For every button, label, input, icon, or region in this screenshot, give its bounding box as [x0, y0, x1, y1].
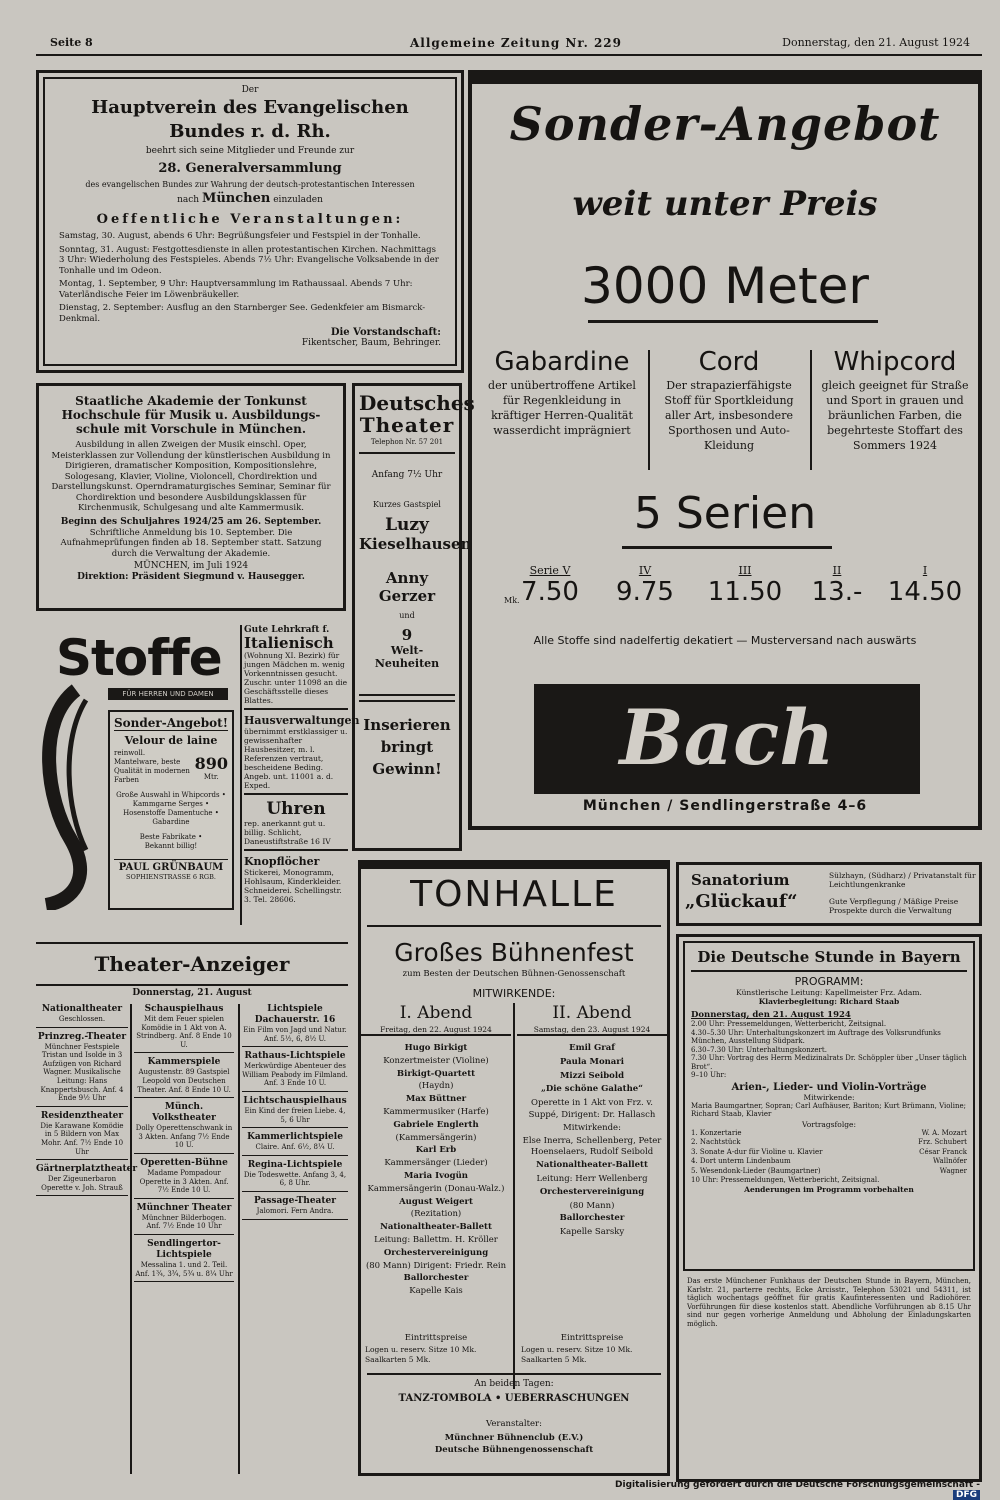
tonhalle-veranstalter-name: Deutsche Bühnengenossenschaft [434, 1445, 594, 1455]
performer-line: Maria Ivogün [404, 1170, 468, 1181]
program-composer: César Franck [919, 1147, 967, 1156]
performer-line: (80 Mann) [569, 1200, 615, 1211]
theater-gastspiel: Kurzes Gastspiel [373, 500, 441, 509]
newspaper-name: Allgemeine Zeitung Nr. 229 [410, 36, 622, 50]
stoffe-desc: reinwoll. Mantelware, beste Qualität in modernen Farben [114, 749, 190, 784]
header-rule [36, 54, 982, 56]
eintritt-prices [365, 1345, 511, 1365]
theater-name: Kammerlichtspiele [247, 1132, 343, 1143]
event-item: Sonntag, 31. August: Festgottesdienste in allen protestantischen Kirchen. Nachmittags 3 Uhr: Wiederholung des Festspieles. Abends 7½ Uhr: Evangelische Volksabende in der Tonhalle und im Odeon. [59, 244, 439, 276]
theater-anzeiger-title: Theater-Anzeiger [94, 952, 290, 976]
eintritt-heading: Eintrittspreise [404, 1333, 468, 1343]
tonhalle-beiden: An beiden Tagen: [474, 1379, 554, 1389]
theater-listing [134, 1102, 234, 1154]
akademie-body: Ausbildung in allen Zweigen der Musik einschl. Oper, Meisterklassen zur Vollendung der künstlerischen Ausbildung in Dirigieren, dramatischer Komposition, Kompositionslehre, Sologesang, Klavier, Violine, Violoncell, Chordirektion und Darstellungskunst. Operndramaturgisches Seminar, Seminar für Chordirektion und besondere Ausbildungsklassen für Kirchenmusik, Schulgesang und alte Kammermusik. [51, 440, 331, 513]
small-ad-title: Knopflöcher [244, 855, 320, 868]
theater-name: Prinzreg.-Theater [37, 1031, 127, 1042]
performer-line: Kammermusiker (Harfe) [383, 1106, 489, 1117]
small-ad-text: übernimmt erstklassiger u. gewissenhafter Hausbesitzer, m. l. Referenzen vertraut, bescheidene Beding. Angeb. unt. 11001 a. d. Exped. [244, 727, 348, 790]
schedule-item: 4.30–5.30 Uhr: Unterhaltungskonzert im Auftrage des Volksrundfunks München, Ausstellung Südpark. [691, 1028, 941, 1045]
theater-anfang: Anfang 7½ Uhr [371, 470, 443, 480]
theater-welt: Welt-Neuheiten [374, 644, 440, 670]
program-composer: Frz. Schubert [918, 1138, 967, 1146]
theater-und: und [399, 611, 415, 620]
theater-listing [242, 1096, 348, 1128]
ad-heading: Oeffentliche Veranstaltungen: [96, 212, 404, 227]
stunde-leitung: Klavierbegleitung: Richard Staab [758, 997, 900, 1006]
program-row [691, 1148, 967, 1158]
top-bar [361, 863, 667, 869]
theater-anzeiger-date: Donnerstag, 21. August [132, 988, 252, 998]
tonhalle-fest: Großes Bühnenfest [394, 938, 634, 967]
abend-program-left [361, 1043, 511, 1299]
price-series [510, 564, 590, 607]
theater-name: Operetten-Bühne [140, 1157, 228, 1168]
sonder-subtitle: weit unter Preis [572, 184, 878, 224]
stunde-arien: Arien-, Lieder- und Violin-Vorträge [731, 1081, 927, 1093]
small-ads-column [244, 625, 360, 925]
schedule-item: 6.30–7.30 Uhr: Unterhaltungskonzert. [691, 1045, 827, 1054]
stunde-mitwirkende: Mitwirkende: [803, 1092, 855, 1102]
theater-info: Augustenstr. 89 Gastspiel Leopold von Deutschen Theater. Anf. 8 Ende 10 U. [137, 1068, 231, 1094]
price-series [882, 564, 968, 607]
sanatorium-info: Gute Verpflegung / Mäßige Preise Prospekte durch die Verwaltung [829, 897, 959, 915]
performer-line: Max Büttner [405, 1094, 467, 1105]
program-row [691, 1167, 967, 1177]
small-ad-headline: Italienisch [244, 634, 334, 652]
serien-title: 5 Serien [633, 488, 817, 539]
small-ad [244, 799, 348, 851]
theater-listing [36, 1111, 128, 1160]
column-rule [130, 1004, 132, 1474]
ad-akademie [36, 383, 346, 611]
fabric-column [482, 346, 642, 438]
schedule-item: 7.30 Uhr: Vortrag des Herrn Medizinalrats Dr. Schöppler über „Unser täglich Brot“. [691, 1054, 967, 1071]
fabric-text: der unübertroffene Artikel für Regenkleidung in kräftiger Herren-Qualität wasserdicht imprägniert [488, 379, 636, 437]
series-label: I [922, 564, 928, 577]
small-ad [244, 855, 348, 904]
eintritt-prices [521, 1345, 667, 1365]
series-price: 14.50 [887, 577, 963, 607]
series-price: 11.50 [707, 577, 783, 607]
ad-text: einzuladen [273, 195, 323, 205]
fabric-column [816, 346, 974, 453]
ad-deutsches-theater [352, 383, 475, 851]
program-piece: 5. Wesendonk-Lieder (Baumgartner) [691, 1166, 821, 1175]
performer-line: Kapelle Sarsky [559, 1227, 625, 1238]
theater-info: Die Karawane Komödie in 5 Bildern von Max Mohr. Anf. 7½ Ende 10 Uhr [40, 1121, 124, 1156]
theater-name: Schauspielhaus [144, 1004, 224, 1014]
performer-line: (Rezitation) [410, 1209, 462, 1220]
theater-column [134, 1004, 234, 1474]
performer-line: (Kammersängerin) [395, 1132, 477, 1143]
sanatorium-info: Sülzhayn, (Südharz) / Privatanstalt für Leichtlungenkranke [829, 871, 976, 889]
price-row [490, 564, 968, 624]
performer-line: Paula Monari [559, 1056, 625, 1067]
theater-name: Gärtnerplatztheater [36, 1164, 138, 1175]
stunde-title: Die Deutsche Stunde in Bayern [697, 948, 961, 966]
divider [359, 700, 455, 702]
theater-name: Rathaus-Lichtspiele [244, 1051, 346, 1062]
tonhalle-veranstalter-name: Münchner Bühnenclub (E.V.) [444, 1433, 584, 1443]
theater-listing [242, 1160, 348, 1192]
ad-title: Hauptverein des Evangelischen Bundes r. d. Rh. [91, 97, 409, 142]
akademie-place: MÜNCHEN, im Juli 1924 [133, 561, 249, 571]
theater-listing [36, 1164, 138, 1196]
price-series [700, 564, 790, 607]
theater-listing [134, 1057, 234, 1098]
ad-signature: Die Vorstandschaft: [330, 327, 441, 338]
performer-name: Anny Gerzer [378, 569, 436, 605]
ad-generalversammlung: 28. Generalversammlung [158, 161, 342, 176]
akademie-title: schule mit Vorschule in München. [75, 422, 307, 436]
performer-line: Else Inerra, Schellenberg, Peter Hoenselaers, Rudolf Seibold [522, 1135, 662, 1158]
performer-name: Kieselhausen [359, 535, 472, 553]
price-currency: Mk. [504, 596, 520, 605]
stoffe-address: SOPHIENSTRASSE 6 RGB. [126, 873, 216, 881]
column-rule [648, 350, 650, 470]
theater-info: Münchner Festspiele Tristan und Isolde in 3 Aufzügen von Richard Wagner. Musikalische Leitung: Hans Knappertsbusch. Anf. 4 Ende 9½ Uhr [40, 1042, 124, 1103]
stoffe-price-unit: Mtr. [203, 772, 219, 781]
section-rule [36, 942, 348, 944]
stunde-program-list [691, 1129, 967, 1177]
tonhalle-veranstalter: Veranstalter: [486, 1419, 542, 1429]
performer-line: Operette in 1 Akt von Frz. v. Suppé, Dirigent: Dr. Hallasch [528, 1098, 656, 1120]
event-list [59, 231, 441, 324]
sonder-meter: 3000 Meter [581, 257, 869, 315]
theater-listing [242, 1196, 348, 1220]
fabric-text: gleich geeignet für Straße und Sport in grauen und bräunlichen Farben, die begehrteste Stoffart des Sommers 1924 [821, 379, 969, 452]
footer-text: Digitalisierung gefördert durch die Deutsche Forschungsgemeinschaft - [615, 1480, 980, 1490]
theater-column [242, 1004, 348, 1474]
performer-line: „Die schöne Galathe“ [540, 1084, 644, 1095]
performer-line: Leitung: Herr Wellenberg [536, 1173, 648, 1184]
theater-name: Nationaltheater [41, 1004, 123, 1014]
theater-info: Ein Film von Jagd und Natur. Anf. 5½, 6, 8½ U. [243, 1026, 347, 1043]
column-rule [238, 1004, 240, 1474]
performer-line: Birkigt-Quartett [396, 1068, 476, 1079]
stoffe-auswahl: Große Auswahl in Whipcords • Kammgarne Serges • Hosenstoffe Damentuche • Gabardine [116, 791, 226, 826]
stoffe-sub: FÜR HERREN UND DAMEN [108, 688, 228, 700]
small-ad [244, 714, 360, 795]
theater-info: Claire. Anf. 6½, 8¼ U. [255, 1143, 335, 1152]
akademie-body2: Schriftliche Anmeldung bis 10. September. Die Aufnahmeprüfungen finden ab 18. September statt. Satzung durch die Verwaltung der Akademie. [60, 527, 322, 559]
divider [359, 452, 455, 454]
ad-deutsche-stunde [676, 934, 982, 1482]
program-composer: W. A. Mozart [921, 1128, 967, 1137]
column-rule [513, 1003, 515, 1389]
ad-evangelischer-bund [36, 70, 464, 373]
akademie-begin: Beginn des Schuljahres 1924/25 am 26. September. [60, 516, 322, 527]
theater-info: Geschlossen. [58, 1015, 106, 1023]
theater-info: Die Todeswette. Anfang 3, 4, 6, 8 Uhr. [243, 1170, 347, 1188]
theater-name: Passage-Theater [253, 1195, 336, 1206]
series-price: 9.75 [616, 577, 674, 607]
stunde-schedule [691, 1020, 967, 1080]
inserieren-text: Inserieren [363, 716, 451, 734]
ad-tonhalle [358, 860, 670, 1476]
fabric-name: Cord [698, 347, 760, 377]
akademie-direktion: Direktion: Präsident Siegmund v. Hausegger. [77, 572, 305, 582]
theater-name: Sendlingertor-Lichtspiele [147, 1238, 221, 1260]
series-label: II [832, 564, 842, 577]
divider [359, 694, 455, 696]
bach-logo: Bach [619, 693, 835, 782]
stoffe-price-row [114, 749, 228, 785]
small-ad-text: rep. anerkannt gut u. billig. Schlicht, Daneustiftstraße 16 IV [244, 819, 331, 846]
event-item: Dienstag, 2. September: Ausflug an den Starnberger See. Gedenkfeier am Bismarck-Denkmal. [59, 303, 426, 324]
theater-listing [36, 1032, 128, 1107]
ad-inner-frame [43, 77, 457, 366]
theater-name: Münchner Theater [136, 1202, 232, 1213]
stoffe-brand: Stoffe [56, 629, 222, 687]
series-label: IV [638, 564, 652, 577]
stunde-program-frame [683, 941, 975, 1271]
serien-underline [622, 546, 832, 549]
fabric-name: Gabardine [494, 347, 630, 377]
abend-title: II. Abend [552, 1003, 632, 1023]
ad-sanatorium [676, 862, 982, 926]
theater-info: Der Zigeunerbaron Operette v. Joh. Strauß [41, 1175, 123, 1192]
stunde-aenderung: Aenderungen im Programm vorbehalten [744, 1184, 914, 1194]
program-row [691, 1157, 967, 1167]
performer-line: (Haydn) [418, 1081, 454, 1092]
stunde-footer: Das erste Münchener Funkhaus der Deutschen Stunde in Bayern, München, Karlstr. 21, parterre rechts, Ecke Arcisstr., Telephon 53021 und 54311, ist täglich wochentags geöffnet für gratis Kaufinteressenten und Radiohörer. Vorführungen für diese kostenlos statt. Abendliche Vorführungen ab 8.15 Uhr sind nur gegen vorherige Anmeldung und Abholung der Einladungskarten möglich. [687, 1277, 971, 1328]
price-series [802, 564, 872, 607]
event-item: Samstag, 30. August, abends 6 Uhr: Begrüßungsfeier und Festspiel in der Tonhalle. [59, 231, 421, 241]
theater-telephone: Telephon Nr. 57 201 [370, 438, 444, 446]
program-composer: Wallnöfer [932, 1157, 967, 1165]
column-rule [810, 350, 812, 470]
ad-text: nach [177, 195, 200, 205]
small-ad-text: (Wohnung XI. Bezirk) für jungen Mädchen m. wenig Vorkenntnissen gesucht. Zuschr. unter 11098 an die Geschäftsstelle dieses Blattes. [244, 651, 348, 705]
performer-line: (80 Mann) Dirigent: Friedr. Rein [365, 1260, 507, 1271]
theater-listing [242, 1051, 348, 1092]
price-line: Logen u. reserv. Sitze 10 Mk. [521, 1345, 633, 1354]
divider [367, 925, 661, 927]
stoffe-offer-box [108, 710, 234, 910]
performer-line: August Weigert [399, 1196, 473, 1207]
theater-column [36, 1004, 138, 1474]
performer-line: Emil Graf [569, 1043, 615, 1053]
stoffe-fabrikate: Beste Fabrikate • [139, 833, 203, 841]
stoffe-price [195, 754, 228, 781]
performer-line: Kapelle Kais [409, 1286, 463, 1297]
ad-line: des evangelischen Bundes zur Wahrung der deutsch-protestantischen Interessen [85, 180, 415, 189]
program-piece: 4. Dort unterm Lindenbaum [691, 1157, 791, 1165]
program-composer: Wagner [939, 1166, 967, 1175]
fabric-column [654, 346, 804, 453]
sanatorium-title: Sanatorium [691, 871, 790, 889]
akademie-title: Staatliche Akademie der Tonkunst [75, 394, 307, 408]
tonhalle-title: TONHALLE [410, 874, 618, 915]
performer-line: Orchestervereinigung [383, 1247, 489, 1258]
price-series [605, 564, 685, 607]
program-piece: 1. Konzertarie [691, 1128, 742, 1137]
dfg-logo: DFG [953, 1490, 980, 1500]
inserieren-text: bringt [380, 738, 434, 756]
theater-listing [134, 1239, 234, 1282]
fabric-name: Whipcord [833, 347, 957, 377]
ad-line-muenchen [59, 193, 441, 206]
tonhalle-zweck: zum Besten der Deutschen Bühnen-Genossenschaft [402, 969, 626, 979]
series-label: Serie V [529, 564, 571, 577]
stunde-mitwirkende-names: Maria Baumgartner, Sopran; Carl Aufhäuser, Bariton; Kurt Brümann, Violine; Richard Staab, Klavier [691, 1101, 966, 1118]
fabric-text: Der strapazierfähigste Stoff für Sportkleidung aller Art, insbesondere Sporthosen und Auto-Kleidung [664, 379, 794, 452]
program-row [691, 1138, 967, 1148]
theater-name: Kammerspiele [147, 1057, 221, 1068]
meter-underline [588, 320, 878, 323]
performer-line: Nationaltheater-Ballett [536, 1160, 648, 1171]
program-piece: 3. Sonate A-dur für Violine u. Klavier [691, 1147, 823, 1156]
stoffe-angebot: Sonder-Angebot! [114, 716, 228, 730]
ad-der: Der [241, 85, 259, 95]
ad-sonder-angebot [468, 70, 982, 830]
performer-line: Mizzi Seibold [559, 1070, 625, 1081]
performer-line: Kammersängerin (Donau-Walz.) [367, 1183, 505, 1194]
theater-nine: 9 [401, 626, 413, 644]
theater-listing [134, 1203, 234, 1235]
stoffe-firma: PAUL GRÜNBAUM [114, 859, 228, 873]
ad-signature-names: Fikentscher, Baum, Behringer. [301, 338, 441, 348]
abend-title: I. Abend [399, 1003, 473, 1023]
tonhalle-mitwirkende: MITWIRKENDE: [472, 987, 556, 1000]
stunde-folge: Vortragsfolge: [801, 1119, 856, 1129]
performer-line: Konzertmeister (Violine) [383, 1055, 489, 1066]
theater-name: Münch. Volkstheater [152, 1102, 216, 1124]
performer-line: Karl Erb [415, 1145, 457, 1156]
column-rule [240, 625, 242, 925]
akademie-title: Hochschule für Musik u. Ausbildungs- [61, 408, 321, 422]
page-number: Seite 8 [50, 36, 93, 49]
small-ad-text: Stickerei, Monogramm, Hohlsaum, Kinderkleider. Schneiderei. Schellingstr. 3. Tel. 28606. [244, 868, 342, 904]
divider [367, 1373, 661, 1375]
theater-name: Lichtspiele Dachauerstr. 16 [254, 1004, 336, 1025]
issue-date: Donnerstag, den 21. August 1924 [782, 36, 970, 49]
performer-line: Kammersänger (Lieder) [384, 1158, 488, 1169]
stoffe-price-value: 890 [194, 753, 228, 773]
stoffe-billig: Bekannt billig! [144, 842, 198, 850]
performer-line: Leitung: Ballettm. H. Kröller [374, 1234, 498, 1245]
small-ad [244, 625, 348, 710]
theater-name: Lichtschauspielhaus [243, 1095, 347, 1106]
program-piece: 2. Nachtstück [691, 1138, 741, 1146]
inserieren-text: Gewinn! [372, 760, 442, 778]
theater-info: Münchner Bilderbogen. Anf. 7½ Ende 10 Uhr [141, 1213, 227, 1231]
theater-listing [242, 1004, 348, 1047]
bach-logo-block [534, 684, 920, 794]
theater-info: Messalina 1. und 2. Teil. Anf. 1¾, 3¾, 5¾ u. 8¼ Uhr [135, 1260, 233, 1278]
abend-date: Samstag, den 23. August 1924 [517, 1025, 667, 1036]
theater-name: Regina-Lichtspiele [247, 1159, 343, 1170]
abend-date: Freitag, den 22. August 1924 [361, 1025, 511, 1036]
theater-name: Theater [359, 413, 455, 437]
ad-city: München [201, 191, 271, 206]
bach-address: München / Sendlingerstraße 4–6 [582, 798, 868, 814]
series-price: 7.50 [521, 577, 579, 607]
schedule-item: 9–10 Uhr: [691, 1071, 727, 1079]
stoffe-velour: Velour de laine [124, 734, 218, 747]
theater-info: Jalomori. Fern Andra. [256, 1206, 334, 1215]
performer-line: Ballorchester [403, 1273, 469, 1284]
performer-line: Gabriele Englerth [393, 1119, 479, 1130]
stunde-programm: PROGRAMM: [794, 975, 864, 988]
stunde-end: 10 Uhr: Pressemeldungen, Wetterbericht, Zeitsignal. [691, 1176, 880, 1184]
theater-name: Deutsches [359, 391, 475, 415]
series-label: III [738, 564, 752, 577]
price-line: Logen u. reserv. Sitze 10 Mk. [365, 1345, 477, 1354]
top-bar [472, 74, 978, 84]
theater-info: Madame Pompadour Operette in 3 Akten. Anf. 7½ Ende 10 U. [139, 1168, 229, 1195]
small-ad-title: Hausverwaltungen [244, 714, 360, 727]
sonder-title: Sonder-Angebot [509, 97, 941, 151]
performer-line: Ballorchester [559, 1213, 625, 1224]
theater-info: Merkwürdige Abenteuer des William Peabody im Filmland. Anf. 3 Ende 10 U. [242, 1062, 348, 1088]
theater-info: Mit dem Feuer spielen Komödie in 1 Akt von A. Strindberg. Anf. 8 Ende 10 U. [136, 1015, 232, 1049]
ad-stoffe-gruenbaum [36, 620, 236, 920]
stunde-date: Donnerstag, den 21. August 1924 [691, 1010, 851, 1020]
performer-line: Hugo Birkigt [404, 1043, 468, 1053]
theater-listing [242, 1132, 348, 1156]
sonder-note: Alle Stoffe sind nadelfertig dekatiert — Musterversand nach auswärts [533, 634, 917, 647]
divider [691, 970, 967, 972]
footer [600, 1480, 980, 1500]
event-item: Montag, 1. September, 9 Uhr: Hauptversammlung im Rathaussaal. Abends 7 Uhr: Vaterländische Feier im Löwenbräukeller. [59, 279, 413, 300]
abend-program-right [517, 1043, 667, 1240]
stunde-leitung: Künstlerische Leitung: Kapellmeister Frz. Adam. [736, 988, 922, 997]
theater-info: Ein Kind der freien Liebe. 4, 5, 6 Uhr [244, 1106, 346, 1124]
performer-name: Luzy [385, 515, 429, 535]
theater-name: Residenztheater [40, 1110, 124, 1121]
swoosh-ornament [36, 680, 106, 910]
price-line: Saalkarten 5 Mk. [365, 1355, 431, 1364]
theater-info: Dolly Operettenschwank in 3 Akten. Anfang 7½ Ende 10 U. [135, 1124, 233, 1150]
theater-listing [134, 1158, 234, 1199]
sanatorium-name: „Glückauf“ [685, 891, 798, 912]
performer-line: Mitwirkende: [563, 1122, 621, 1133]
program-row [691, 1129, 967, 1139]
price-line: Saalkarten 5 Mk. [521, 1355, 587, 1364]
tonhalle-tombola: TANZ-TOMBOLA • UEBERRASCHUNGEN [398, 1393, 630, 1404]
ad-line: beehrt sich seine Mitglieder und Freunde zur [145, 146, 355, 156]
theater-listing [134, 1004, 234, 1053]
schedule-item: 2.00 Uhr: Pressemeldungen, Wetterbericht, Zeitsignal. [691, 1020, 887, 1028]
series-price: 13.- [811, 577, 863, 607]
performer-line: Nationaltheater-Ballett [380, 1222, 492, 1233]
eintritt-heading: Eintrittspreise [560, 1333, 624, 1343]
small-ad-headline: Uhren [266, 799, 326, 819]
page-header [50, 36, 970, 52]
theater-listing [36, 1004, 128, 1028]
small-ad-title: Gute Lehrkraft f. [244, 625, 330, 635]
performer-line: Orchestervereinigung [539, 1186, 645, 1197]
section-rule [36, 984, 348, 986]
